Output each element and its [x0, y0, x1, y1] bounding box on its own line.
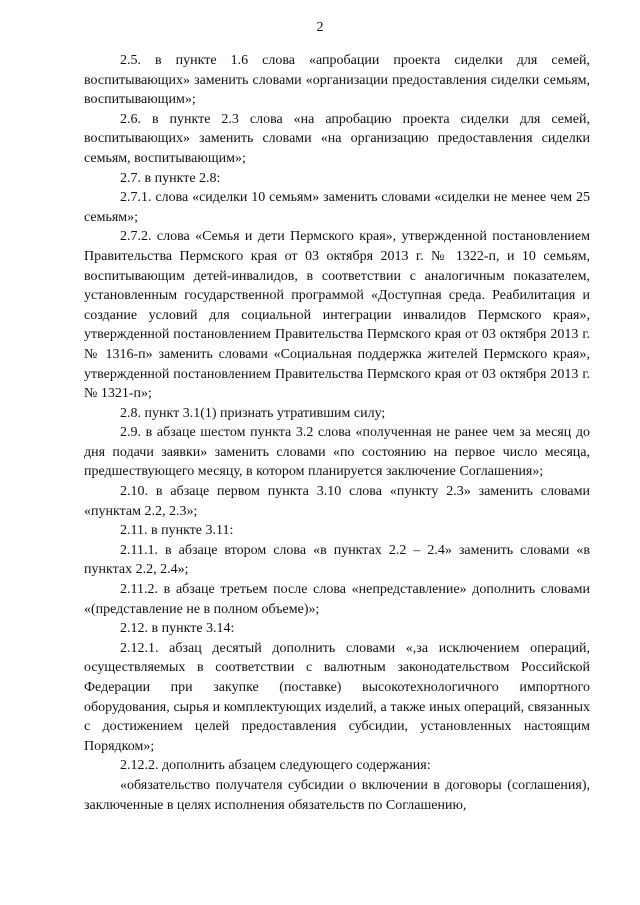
paragraph-2-5: 2.5. в пункте 1.6 слова «апробации проекта сиделки для семей, воспитывающих» заменить словами «организации предоставления сиделки семьям, воспитывающим»; — [84, 53, 590, 108]
paragraph-2-6: 2.6. в пункте 2.3 слова «на апробацию проекта сиделки для семей, воспитывающих» заменить словами «на организацию предоставления сиделки семьям, воспитывающим»; — [84, 111, 590, 166]
paragraph-2-8: 2.8. пункт 3.1(1) признать утратившим силу; — [120, 405, 386, 421]
document-body — [84, 51, 590, 815]
paragraph-2-7-1: 2.7.1. слова «сиделки 10 семьям» заменить словами «сиделки не менее чем 25 семьям»; — [84, 190, 590, 225]
paragraph-2-12-1: 2.12.1. абзац десятый дополнить словами «,за исключением операций, осуществляемых в соответствии с валютным законодательством Российской Федерации при закупке (поставке) высокотехнологичного импортного оборудования, сырья и комплектующих изделий, а также иных операций, связанных с достижением целей предоставления субсидии, установленных настоящим Порядком»; — [84, 640, 590, 754]
page-number: 2 — [316, 20, 324, 35]
paragraph-2-7: 2.7. в пункте 2.8: — [120, 170, 221, 186]
paragraph-2-12-2: 2.12.2. дополнить абзацем следующего содержания: — [120, 758, 431, 774]
paragraph-quoted-obligation: «обязательство получателя субсидии о включении в договоры (соглашения), заключенные в целях исполнения обязательств по Соглашению, — [84, 777, 590, 813]
paragraph-2-7-2: 2.7.2. слова «Семья и дети Пермского края», утвержденной постановлением Правительства Пермского края от 03 октября 2013 г. № 1322-п, и 10 семьям, воспитывающим детей-инвалидов, в соответствии с аналогичным показателем, установленным государственной программой «Доступная среда. Реабилитация и создание условий для социальной интеграции инвалидов Пермского края», утвержденной постановлением Правительства Пермского края от 03 октября 2013 г. № 1316-п» заменить словами «Социальная поддержка жителей Пермского края», утвержденной постановлением Правительства Пермского края от 03 октября 2013 г. № 1321-п»; — [84, 229, 590, 402]
paragraph-2-12: 2.12. в пункте 3.14: — [120, 621, 235, 637]
paragraph-2-11: 2.11. в пункте 3.11: — [120, 523, 234, 539]
paragraph-2-11-2: 2.11.2. в абзаце третьем после слова «непредставление» дополнить словами «(представление не в полном объеме)»; — [84, 582, 590, 617]
paragraph-2-9: 2.9. в абзаце шестом пункта 3.2 слова «полученная не ранее чем за месяц до дня подачи заявки» заменить словами «по состоянию на первое число месяца, предшествующего месяцу, в котором планируется заключение Соглашения»; — [84, 425, 590, 480]
paragraph-2-10: 2.10. в абзаце первом пункта 3.10 слова «пункту 2.3» заменить словами «пунктам 2.2, 2.3»; — [84, 484, 590, 519]
paragraph-2-11-1: 2.11.1. в абзаце втором слова «в пунктах 2.2 – 2.4» заменить словами «в пунктах 2.2, 2.4»; — [84, 542, 590, 578]
